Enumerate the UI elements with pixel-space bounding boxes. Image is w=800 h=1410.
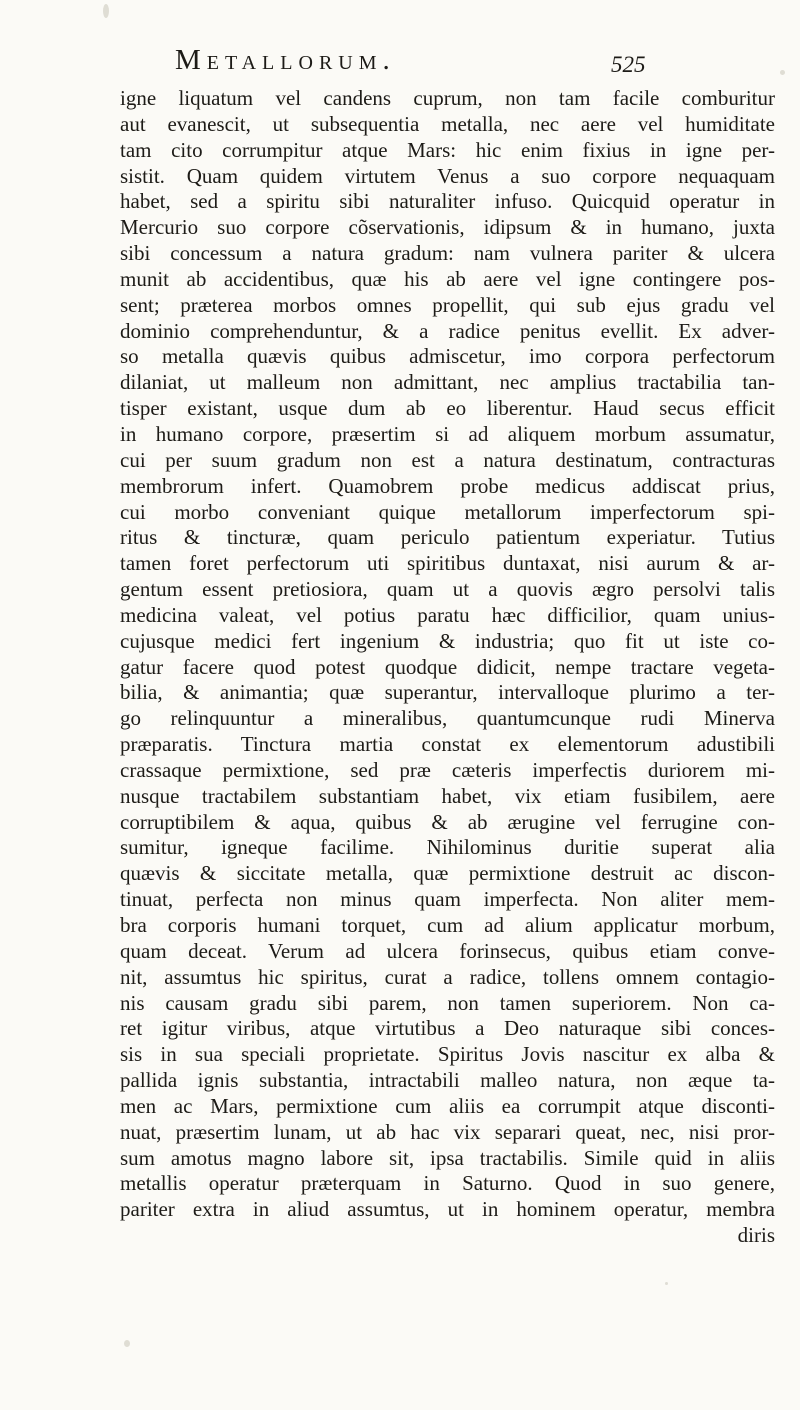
ink-smudge xyxy=(665,1282,668,1285)
text-line: igne liquatum vel candens cuprum, non tam facile comburitur xyxy=(120,86,775,110)
text-line: bilia, & animantia; quæ superantur, intervalloque plurimo a ter- xyxy=(120,680,775,705)
text-line: in humano corpore, præsertim si ad aliquem morbum assumatur, xyxy=(120,421,775,446)
text-line: sistit. Quam quidem virtutem Venus a suo corpore nequaquam xyxy=(120,163,775,188)
text-line: quam deceat. Verum ad ulcera forinsecus, quibus etiam conve- xyxy=(120,938,775,963)
page-header xyxy=(175,44,645,84)
text-line: tam cito corrumpitur atque Mars: hic enim fixius in igne per- xyxy=(120,137,775,162)
text-line: sumitur, igneque facilime. Nihilominus duritie superat alia xyxy=(120,835,775,860)
text-line: sibi concessum a natura gradum: nam vulnera pariter & ulcera xyxy=(120,241,775,266)
ink-smudge xyxy=(780,70,785,75)
text-line: nusque tractabilem substantiam habet, vix etiam fusibilem, aere xyxy=(120,783,775,808)
text-line: men ac Mars, permixtione cum aliis ea corrumpit atque disconti- xyxy=(120,1093,775,1118)
text-line: ritus & tincturæ, quam periculo patientum experiatur. Tutius xyxy=(120,525,775,550)
text-line: gatur facere quod potest quodque didicit, nempe tractare vegeta- xyxy=(120,654,775,679)
text-line: præparatis. Tinctura martia constat ex elementorum adustibili xyxy=(120,732,775,757)
text-line: metallis operatur præterquam in Saturno. Quod in suo genere, xyxy=(120,1171,775,1196)
text-line: membrorum infert. Quamobrem probe medicus addiscat prius, xyxy=(120,473,775,498)
text-line: dilaniat, ut malleum non admittant, nec amplius tractabilia tan- xyxy=(120,370,775,395)
text-line: sent; præterea morbos omnes propellit, qui sub ejus gradu vel xyxy=(120,292,775,317)
text-body xyxy=(120,86,775,1249)
text-line: nuat, præsertim lunam, ut ab hac vix separari queat, nec, nisi pror- xyxy=(120,1119,775,1144)
text-line: cujusque medici fert ingenium & industria; quo fit ut iste co- xyxy=(120,628,775,653)
text-line: so metalla quævis quibus admiscetur, imo corpora perfectorum xyxy=(120,344,775,369)
text-line: cui per suum gradum non est a natura destinatum, contracturas xyxy=(120,447,775,472)
text-line: aut evanescit, ut subsequentia metalla, nec aere vel humiditate xyxy=(120,111,775,136)
text-line: habet, sed a spiritu sibi naturaliter infuso. Quicquid operatur in xyxy=(120,189,775,214)
text-line: bra corporis humani torquet, cum ad alium applicatur morbum, xyxy=(120,913,775,937)
catchword: diris xyxy=(737,1223,775,1248)
text-line: go relinquuntur a mineralibus, quantumcunque rudi Minerva xyxy=(120,706,775,731)
text-line: ret igitur viribus, atque virtutibus a Deo naturaque sibi conces- xyxy=(120,1016,775,1041)
text-line: tisper existant, usque dum ab eo liberentur. Haud secus efficit xyxy=(120,396,775,421)
ink-smudge xyxy=(103,4,109,18)
text-line: pariter extra in aliud assumtus, ut in hominem operatur, membra xyxy=(120,1197,775,1222)
text-line: sum amotus magno labore sit, ipsa tractabilis. Simile quid in aliis xyxy=(120,1145,775,1170)
text-line: quævis & siccitate metalla, quæ permixtione destruit ac discon- xyxy=(120,861,775,886)
text-line: nit, assumtus hic spiritus, curat a radice, tollens omnem contagio- xyxy=(120,964,775,989)
text-line: cui morbo conveniant quique metallorum imperfectorum spi- xyxy=(120,499,775,524)
text-line: nis causam gradu sibi parem, non tamen superiorem. Non ca- xyxy=(120,990,775,1015)
ink-smudge xyxy=(124,1340,130,1347)
text-line: pallida ignis substantia, intractabili malleo natura, non æque ta- xyxy=(120,1068,775,1093)
text-line: crassaque permixtione, sed præ cæteris imperfectis duriorem mi- xyxy=(120,757,775,782)
page-number: 525 xyxy=(611,52,646,77)
text-line: gentum essent pretiosiora, quam ut a quovis ægro persolvi talis xyxy=(120,577,775,602)
text-line: dominio comprehenduntur, & a radice penitus evellit. Ex adver- xyxy=(120,318,775,343)
text-line: munit ab accidentibus, quæ his ab aere vel igne contingere pos- xyxy=(120,266,775,291)
text-line: tamen foret perfectorum uti spiritibus duntaxat, nisi aurum & ar- xyxy=(120,551,775,576)
running-head: Metallorum. xyxy=(175,44,396,76)
text-line: sis in sua speciali proprietate. Spiritus Jovis nascitur ex alba & xyxy=(120,1042,775,1067)
text-line: tinuat, perfecta non minus quam imperfecta. Non aliter mem- xyxy=(120,887,775,912)
text-line: corruptibilem & aqua, quibus & ab ærugine vel ferrugine con- xyxy=(120,809,775,834)
text-line: medicina valeat, vel potius paratu hæc difficilior, quam unius- xyxy=(120,602,775,627)
text-line: Mercurio suo corpore cõservationis, idipsum & in humano, juxta xyxy=(120,215,775,240)
